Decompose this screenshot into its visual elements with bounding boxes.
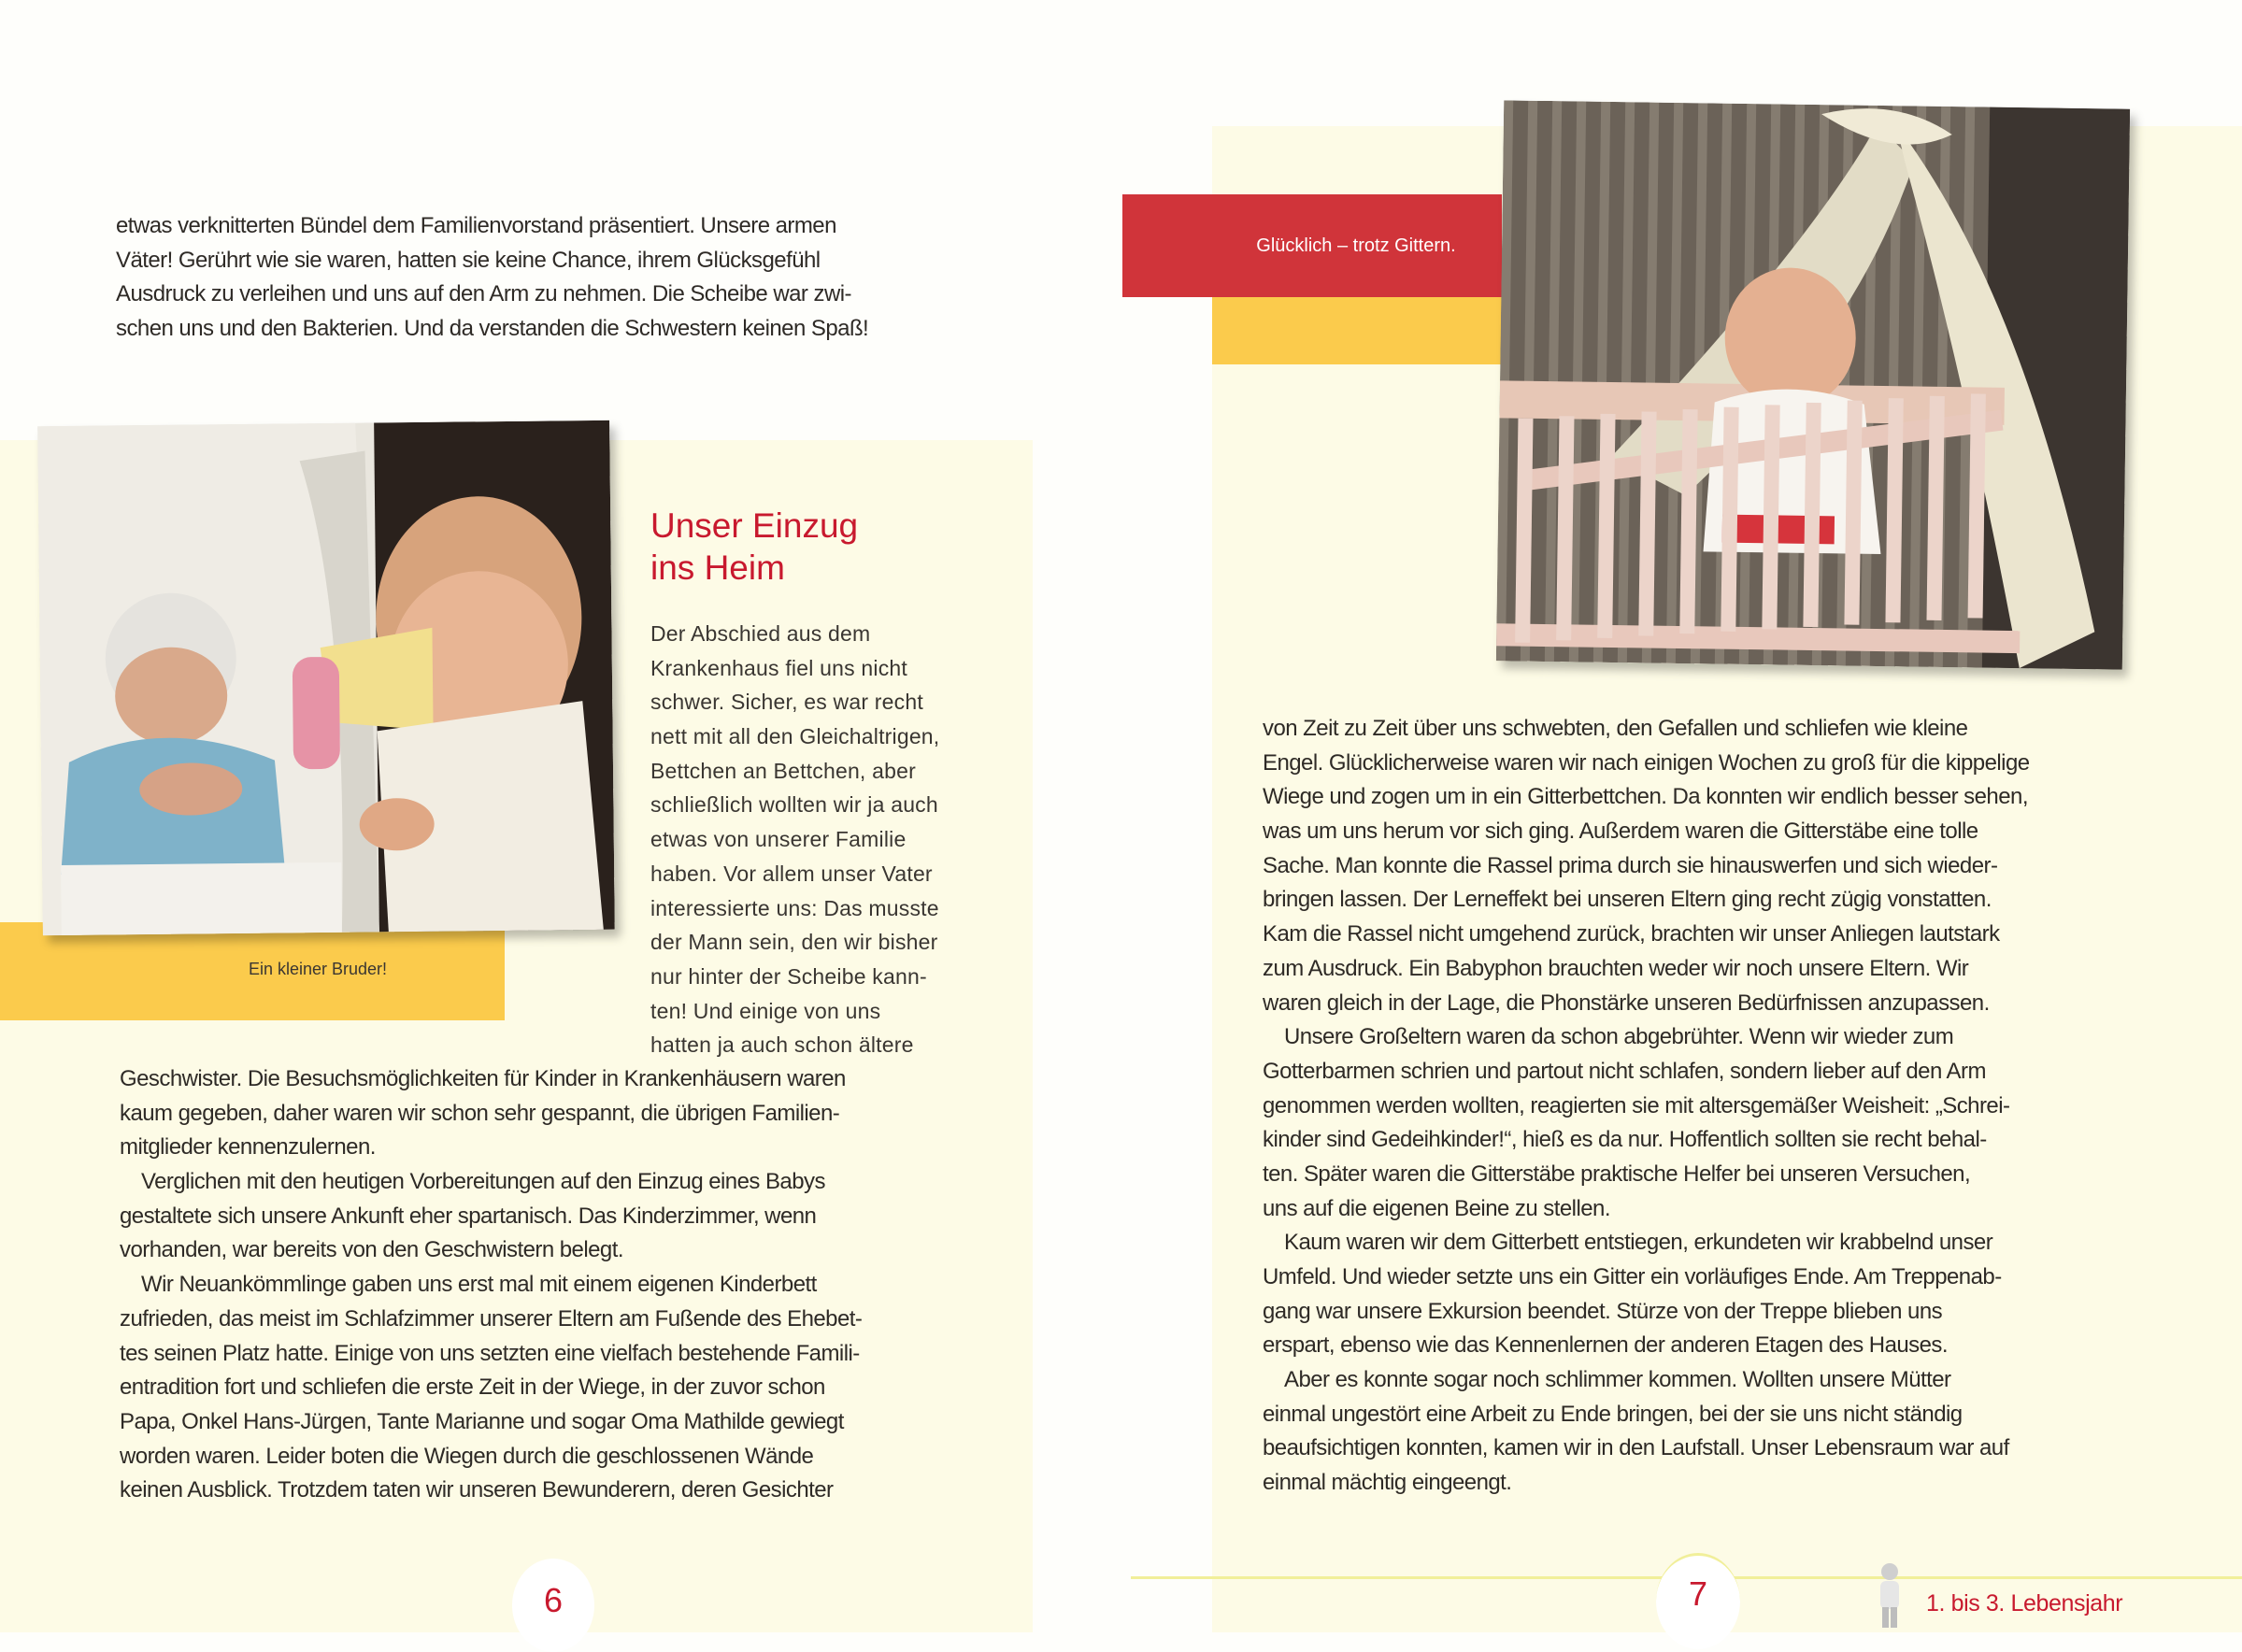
text-line: hatten ja auch schon ältere	[650, 1032, 914, 1058]
crib-bar	[1803, 403, 1821, 627]
text-line: Kam die Rassel nicht umgehend zurück, brachten wir unser Anliegen lautstark	[1263, 921, 2000, 947]
crib-bar	[1721, 407, 1738, 632]
crib-bar	[1638, 411, 1656, 635]
crib-bar	[1968, 393, 1986, 618]
text-line: Verglichen mit den heutigen Vorbereitungen auf den Einzug eines Babys	[141, 1169, 825, 1195]
crib-bar	[1926, 396, 1944, 620]
photo-baby-in-crib	[1496, 100, 2130, 669]
toddler-icon	[1874, 1562, 1906, 1630]
text-line: erspart, ebenso wie das Kennenlernen der anderen Etagen des Hauses.	[1263, 1332, 1949, 1359]
text-line: Umfeld. Und wieder setzte uns ein Gitter ein vorläufiges Ende. Am Treppenab-	[1263, 1264, 2002, 1289]
right-body-text	[1263, 712, 2030, 1501]
text-line: tes seinen Platz hatte. Einige von uns setzten eine vielfach bestehende Famili-	[120, 1340, 860, 1366]
text-line: schließlich wollten wir ja auch	[650, 792, 938, 818]
text-line: gestaltete sich unsere Ankunft eher spartanisch. Das Kinderzimmer, wenn	[120, 1203, 817, 1229]
text-line: schen uns und den Bakterien. Und da verstanden die Schwestern keinen Spaß!	[116, 316, 869, 342]
text-line: bringen lassen. Der Lerneffekt bei unseren Eltern ging recht zügig vonstatten.	[1263, 887, 1992, 913]
photo-caption-right: Glücklich – trotz Gittern.	[1256, 235, 1456, 256]
text-line: worden waren. Leider boten die Wiegen durch die geschlossenen Wände	[120, 1443, 814, 1469]
crib-bar	[1844, 401, 1862, 625]
text-line: Väter! Gerührt wie sie waren, hatten sie keine Chance, ihrem Glücksgefühl	[116, 247, 821, 273]
text-line: kinder sind Gedeihkinder!“, hieß es da nur. Hoffentlich sollten sie recht behal-	[1263, 1127, 1987, 1153]
left-intro-text	[116, 209, 868, 347]
text-line: ten! Und einige von uns	[650, 998, 881, 1023]
text-line: beaufsichtigen konnten, kamen wir in den Laufstall. Unser Lebensraum war auf	[1263, 1435, 2009, 1461]
text-line: Sache. Man konnte die Rassel prima durch sie hinauswerfen und sich wieder-	[1263, 852, 1998, 878]
crib-bar	[1556, 416, 1574, 640]
caption-box-yellow-right	[1212, 297, 1502, 364]
text-line: von Zeit zu Zeit über uns schwebten, den Gefallen und schliefen wie kleine	[1263, 716, 1968, 741]
heading-line: Unser Einzug	[650, 506, 859, 545]
text-line: Krankenhaus fiel uns nicht	[650, 655, 907, 680]
text-line: interessierte uns: Das musste	[650, 895, 939, 920]
text-line: uns auf die eigenen Beine zu stellen.	[1263, 1195, 1610, 1221]
text-line: Papa, Onkel Hans-Jürgen, Tante Marianne und sogar Oma Mathilde gewiegt	[120, 1408, 844, 1434]
text-line: einmal ungestört eine Arbeit zu Ende bringen, bei der sie uns nicht ständig	[1263, 1401, 1963, 1427]
text-line: zum Ausdruck. Ein Babyphon brauchten weder wir noch unsere Eltern. Wir	[1263, 955, 1969, 981]
text-line: Bettchen an Bettchen, aber	[650, 758, 916, 783]
text-line: keinen Ausblick. Trotzdem taten wir unseren Bewunderern, deren Gesichter	[120, 1477, 834, 1503]
text-line: Engel. Glücklicherweise waren wir nach einigen Wochen zu groß für die kippelige	[1263, 749, 2030, 776]
text-line: haben. Vor allem unser Vater	[650, 861, 933, 886]
page-number-right: 7	[1688, 1574, 1708, 1613]
text-line: kaum gegeben, daher waren wir schon sehr gespannt, die übrigen Familien-	[120, 1100, 840, 1126]
text-line: genommen werden wollten, reagierten sie mit altersgemäßer Weisheit: „Schrei-	[1263, 1092, 2010, 1118]
text-line: Unsere Großeltern waren da schon abgebrühter. Wenn wir wieder zum	[1284, 1024, 1954, 1050]
text-line: mitglieder kennenzulernen.	[120, 1134, 376, 1161]
side-column-text	[650, 617, 939, 1062]
text-line: Wir Neuankömmlinge gaben uns erst mal mit einem eigenen Kinderbett	[141, 1272, 817, 1298]
text-line: Kaum waren wir dem Gitterbett entstiegen, erkundeten wir krabbelnd unser	[1284, 1230, 1993, 1256]
crib-bar	[1597, 414, 1615, 638]
text-line: Der Abschied aus dem	[650, 621, 871, 646]
page-number-left: 6	[543, 1581, 564, 1619]
crib-bar	[1885, 398, 1903, 622]
text-line: nur hinter der Scheibe kann-	[650, 963, 927, 989]
text-line: Gotterbarmen schrien und partout nicht schlafen, sondern lieber auf den Arm	[1263, 1058, 1986, 1084]
heading-line: ins Heim	[650, 548, 785, 587]
photo-caption-left: Ein kleiner Bruder!	[248, 960, 388, 978]
section-heading	[650, 505, 858, 589]
left-body-text	[120, 1062, 862, 1508]
crib-bar	[1679, 409, 1697, 634]
text-line: Geschwister. Die Besuchsmöglichkeiten für Kinder in Krankenhäusern waren	[120, 1066, 846, 1091]
crib-bar	[1762, 405, 1779, 629]
text-line: vorhanden, war bereits von den Geschwistern belegt.	[120, 1237, 623, 1263]
text-line: was um uns herum vor sich ging. Außerdem waren die Gitterstäbe eine tolle	[1263, 819, 1978, 845]
text-line: zufrieden, das meist im Schlafzimmer unserer Eltern am Fußende des Ehebet-	[120, 1305, 863, 1332]
text-line: ten. Später waren die Gitterstäbe praktische Helfer bei unseren Versuchen,	[1263, 1161, 1971, 1187]
text-line: Wiege und zogen um in ein Gitterbettchen. Da konnten wir endlich besser sehen,	[1263, 784, 2028, 810]
text-line: schwer. Sicher, es war recht	[650, 690, 923, 715]
text-line: Aber es konnte sogar noch schlimmer kommen. Wollten unsere Mütter	[1284, 1367, 1951, 1393]
text-line: einmal mächtig eingeengt.	[1263, 1470, 1512, 1496]
text-line: Ausdruck zu verleihen und uns auf den Arm zu nehmen. Die Scheibe war zwi-	[116, 281, 851, 307]
running-footer: 1. bis 3. Lebensjahr	[1926, 1590, 2123, 1616]
text-line: waren gleich in der Lage, die Phonstärke unseren Bedürfnissen anzupassen.	[1263, 990, 1990, 1016]
photo-baby-and-sister	[37, 420, 615, 935]
text-line: etwas verknitterten Bündel dem Familienvorstand präsentiert. Unsere armen	[116, 213, 836, 238]
text-line: etwas von unserer Familie	[650, 827, 907, 852]
crib-bar	[1515, 419, 1533, 643]
text-line: gang war unsere Exkursion beendet. Stürze von der Treppe blieben uns	[1263, 1298, 1943, 1324]
text-line: der Mann sein, den wir bisher	[650, 930, 938, 955]
text-line: entradition fort und schliefen die erste Zeit in der Wiege, in der zuvor schon	[120, 1374, 825, 1401]
text-line: nett mit all den Gleichaltrigen,	[650, 724, 940, 749]
